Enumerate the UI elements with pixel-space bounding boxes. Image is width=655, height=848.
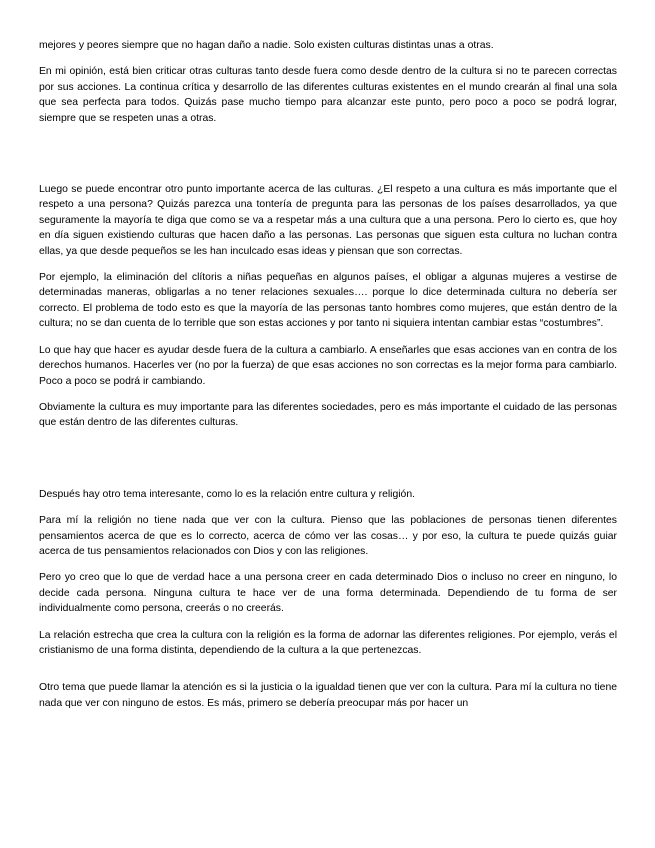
paragraph-4: Por ejemplo, la eliminación del clítoris a niñas pequeñas en algunos países, el obligar a algunas mujeres a vestirse de determinadas maneras, obligarlas a no tener relaciones sexuales…. porque lo dice determinada cultura no debería ser correcto. El problema de todo esto es que la mayoría de las personas tanto hombres como mujeres, que están dentro de la cultura; no se dan cuenta de lo terrible que son estas acciones y por tanto ni siquiera intentan cambiar estas “costumbres”. — [39, 272, 617, 330]
paragraph-6: Obviamente la cultura es muy importante para las diferentes sociedades, pero es más importante el cuidado de las personas que están dentro de las diferentes culturas. — [39, 401, 617, 429]
paragraph-1: mejores y peores siempre que no hagan daño a nadie. Solo existen culturas distintas unas a otras. — [39, 40, 494, 51]
paragraph-3: Luego se puede encontrar otro punto importante acerca de las culturas. ¿El respeto a una cultura es más importante que el respeto a una persona? Quizás parezca una tontería de pregunta para las personas de los países desarrollados, ya que seguramente la mayoría te diga que como se va a respetar más a una cultura que a una persona. Pero lo cierto es, que hoy en día siguen existiendo culturas que hacen daño a las personas. Las personas que siguen esta cultura no luchan contra ellas, ya que desde pequeños se les han inculcado esas ideas y piensan que son correctas. — [39, 184, 617, 257]
paragraph-5: Lo que hay que hacer es ayudar desde fuera de la cultura a cambiarlo. A enseñarles que esas acciones van en contra de los derechos humanos. Hacerles ver (no por la fuerza) de que esas acciones no son correctas es la mejor forma para cambiarlo. Poco a poco se podrá ir cambiando. — [39, 344, 617, 387]
paragraph-9: Pero yo creo que lo que de verdad hace a una persona creer en cada determinado Dios o incluso no creer en ninguno, lo decide cada persona. Ninguna cultura te hace ver de una forma determinada. Dependiendo de tu forma de ser individualmente como persona, creerás o no creerás. — [39, 572, 617, 615]
paragraph-8: Para mí la religión no tiene nada que ver con la cultura. Pienso que las poblaciones de personas tienen diferentes pensamientos acerca de que es lo correcto, acerca de cómo ver las cosas… y por eso, la cultura te puede quizás guiar acerca de tus pensamientos relacionados con Dios y con las religiones. — [39, 515, 617, 557]
paragraph-2: En mi opinión, está bien criticar otras culturas tanto desde fuera como desde dentro de la cultura si no te parecen correctas por sus acciones. La continua crítica y desarrollo de las diferentes culturas existentes en el mundo crearán al final una sola que sea perfecta para todos. Quizás pase mucho tiempo para alcanzar este punto, pero poco a poco se podrá lograr, siempre que se respeten unas a otras. — [39, 66, 617, 124]
document-page — [39, 38, 617, 711]
paragraph-11: Otro tema que puede llamar la atención es si la justicia o la igualdad tienen que ver con la cultura. Para mí la cultura no tiene nada que ver con ninguno de estos. Es más, primero se debería preocupar más por hacer un — [39, 682, 617, 709]
paragraph-10: La relación estrecha que crea la cultura con la religión es la forma de adornar las diferentes religiones. Por ejemplo, verás el cristianismo de una forma distinta, dependiendo de la cultura a la que pertenezcas. — [39, 629, 617, 656]
paragraph-7: Después hay otro tema interesante, como lo es la relación entre cultura y religión. — [39, 488, 415, 500]
